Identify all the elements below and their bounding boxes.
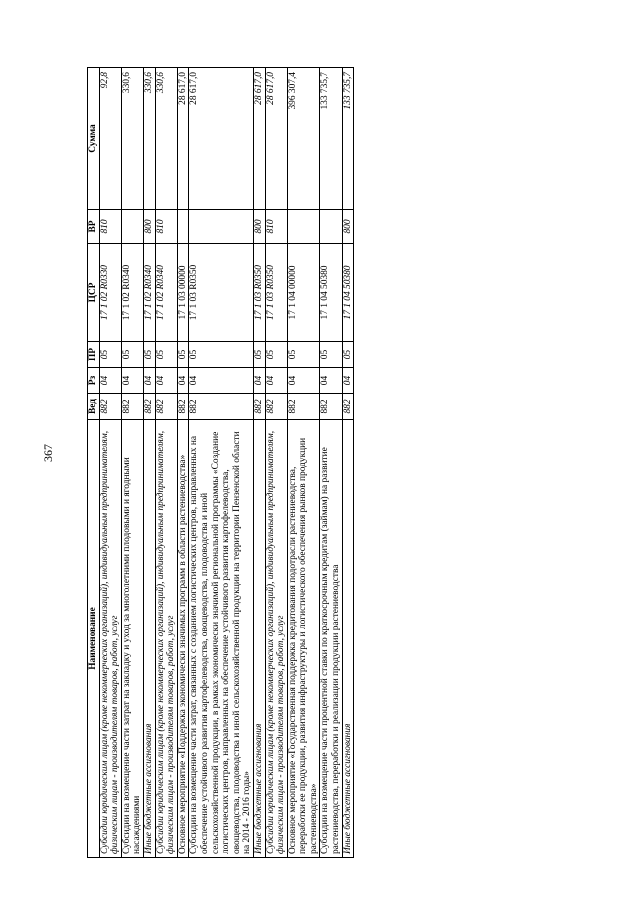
row-sum: 330,6 bbox=[143, 68, 155, 210]
row-vr bbox=[177, 210, 189, 244]
row-pr: 05 bbox=[253, 342, 265, 368]
table-row bbox=[265, 68, 287, 858]
row-sum: 92,8 bbox=[99, 68, 121, 210]
budget-table bbox=[87, 67, 354, 858]
header-pr: ПР bbox=[88, 342, 100, 368]
row-pr: 05 bbox=[265, 342, 287, 368]
row-sum: 133 735,7 bbox=[342, 68, 354, 210]
row-vr: 800 bbox=[143, 210, 155, 244]
row-csr: 17 1 02 R0330 bbox=[99, 244, 121, 342]
row-pr: 05 bbox=[287, 342, 320, 368]
row-rz: 04 bbox=[253, 368, 265, 394]
table-row bbox=[121, 68, 143, 858]
header-csr: ЦСР bbox=[88, 244, 100, 342]
row-csr: 17 1 02 R0340 bbox=[155, 244, 177, 342]
row-csr: 17 1 04 50380 bbox=[320, 244, 342, 342]
row-name: Основное мероприятие «Поддержка экономически значимых программ в области растениеводства» bbox=[177, 420, 189, 858]
row-rz: 04 bbox=[143, 368, 155, 394]
row-ved: 882 bbox=[320, 394, 342, 420]
row-pr: 05 bbox=[99, 342, 121, 368]
budget-table-container bbox=[87, 68, 354, 858]
row-rz: 04 bbox=[155, 368, 177, 394]
row-csr: 17 1 02 R0340 bbox=[121, 244, 143, 342]
row-sum: 133 735,7 bbox=[320, 68, 342, 210]
row-sum: 28 617,0 bbox=[253, 68, 265, 210]
row-vr: 810 bbox=[265, 210, 287, 244]
row-ved: 882 bbox=[177, 394, 189, 420]
row-name: Субсидии юридическим лицам (кроме некоммерческих организаций), индивидуальным предпринимателям, физическим лицам - производителям товаров, работ, услуг bbox=[99, 420, 121, 858]
row-ved: 882 bbox=[121, 394, 143, 420]
row-name: Субсидии на возмещение части процентной ставки по краткосрочным кредитам (займам) на развитие растениеводства, переработки и реализации продукции растениеводства bbox=[320, 420, 342, 858]
row-pr: 05 bbox=[320, 342, 342, 368]
row-ved: 882 bbox=[287, 394, 320, 420]
row-sum: 330,6 bbox=[155, 68, 177, 210]
row-rz: 04 bbox=[177, 368, 189, 394]
row-pr: 05 bbox=[177, 342, 189, 368]
row-rz: 04 bbox=[189, 368, 254, 394]
row-vr: 810 bbox=[99, 210, 121, 244]
row-name: Иные бюджетные ассигнования bbox=[253, 420, 265, 858]
row-rz: 04 bbox=[265, 368, 287, 394]
row-ved: 882 bbox=[99, 394, 121, 420]
row-name: Субсидии юридическим лицам (кроме некоммерческих организаций), индивидуальным предпринимателям, физическим лицам - производителям товаров, работ, услуг bbox=[265, 420, 287, 858]
row-csr: 17 1 03 R0350 bbox=[265, 244, 287, 342]
page-number: 367 bbox=[41, 444, 55, 462]
row-ved: 882 bbox=[143, 394, 155, 420]
row-rz: 04 bbox=[121, 368, 143, 394]
row-vr: 800 bbox=[342, 210, 354, 244]
header-sum: Сумма bbox=[88, 68, 100, 210]
header-name: Наименование bbox=[88, 420, 100, 858]
row-rz: 04 bbox=[320, 368, 342, 394]
row-sum: 396 307,4 bbox=[287, 68, 320, 210]
row-vr bbox=[287, 210, 320, 244]
header-ved: Вед bbox=[88, 394, 100, 420]
row-vr bbox=[320, 210, 342, 244]
row-pr: 05 bbox=[189, 342, 254, 368]
row-rz: 04 bbox=[287, 368, 320, 394]
row-rz: 04 bbox=[99, 368, 121, 394]
row-csr: 17 1 03 R0350 bbox=[253, 244, 265, 342]
row-pr: 05 bbox=[342, 342, 354, 368]
table-row bbox=[189, 68, 254, 858]
table-row bbox=[177, 68, 189, 858]
table-row bbox=[99, 68, 121, 858]
row-csr: 17 1 03 00000 bbox=[177, 244, 189, 342]
row-vr: 800 bbox=[253, 210, 265, 244]
row-pr: 05 bbox=[143, 342, 155, 368]
row-ved: 882 bbox=[155, 394, 177, 420]
row-name: Субсидии на возмещение части затрат на закладку и уход за многолетними плодовыми и ягодными насаждениями bbox=[121, 420, 143, 858]
row-sum: 28 617,0 bbox=[177, 68, 189, 210]
row-sum: 330,6 bbox=[121, 68, 143, 210]
row-name: Субсидии на возмещение части затрат, связанных с созданием логистических центров, направленных на обеспечение устойчивого развития картофелеводства, овощеводства, плодоводства и иной сельскохозяйственной продукции, в рамках экономически значимой региональной программы «Создание логистических центров, направленных на обеспечение устойчивого развития картофелеводства, овощеводства, плодоводства и иной сельскохозяйственной продукции на территории Пензенской области на 2014 - 2016 годы» bbox=[189, 420, 254, 858]
header-rz: Рз bbox=[88, 368, 100, 394]
row-ved: 882 bbox=[253, 394, 265, 420]
table-row bbox=[320, 68, 342, 858]
row-ved: 882 bbox=[189, 394, 254, 420]
row-vr bbox=[189, 210, 254, 244]
row-csr: 17 1 04 00000 bbox=[287, 244, 320, 342]
row-sum: 28 617,0 bbox=[189, 68, 254, 210]
row-rz: 04 bbox=[342, 368, 354, 394]
table-row bbox=[253, 68, 265, 858]
table-header-row bbox=[88, 68, 100, 858]
row-name: Основное мероприятие «Государственная поддержка кредитования подотрасли растениеводства, переработки ее продукции, развития инфраструктуры и логистического обеспечения рынков продукции растениеводства» bbox=[287, 420, 320, 858]
row-vr bbox=[121, 210, 143, 244]
row-csr: 17 1 03 R0350 bbox=[189, 244, 254, 342]
row-sum: 28 617,0 bbox=[265, 68, 287, 210]
table-row bbox=[287, 68, 320, 858]
row-csr: 17 1 02 R0340 bbox=[143, 244, 155, 342]
table-row bbox=[342, 68, 354, 858]
table-row bbox=[143, 68, 155, 858]
row-pr: 05 bbox=[121, 342, 143, 368]
row-pr: 05 bbox=[155, 342, 177, 368]
row-ved: 882 bbox=[342, 394, 354, 420]
row-csr: 17 1 04 50380 bbox=[342, 244, 354, 342]
row-name: Субсидии юридическим лицам (кроме некоммерческих организаций), индивидуальным предпринимателям, физическим лицам - производителям товаров, работ, услуг bbox=[155, 420, 177, 858]
row-name: Иные бюджетные ассигнования bbox=[342, 420, 354, 858]
row-name: Иные бюджетные ассигнования bbox=[143, 420, 155, 858]
table-row bbox=[155, 68, 177, 858]
header-vr: ВР bbox=[88, 210, 100, 244]
row-ved: 882 bbox=[265, 394, 287, 420]
row-vr: 810 bbox=[155, 210, 177, 244]
